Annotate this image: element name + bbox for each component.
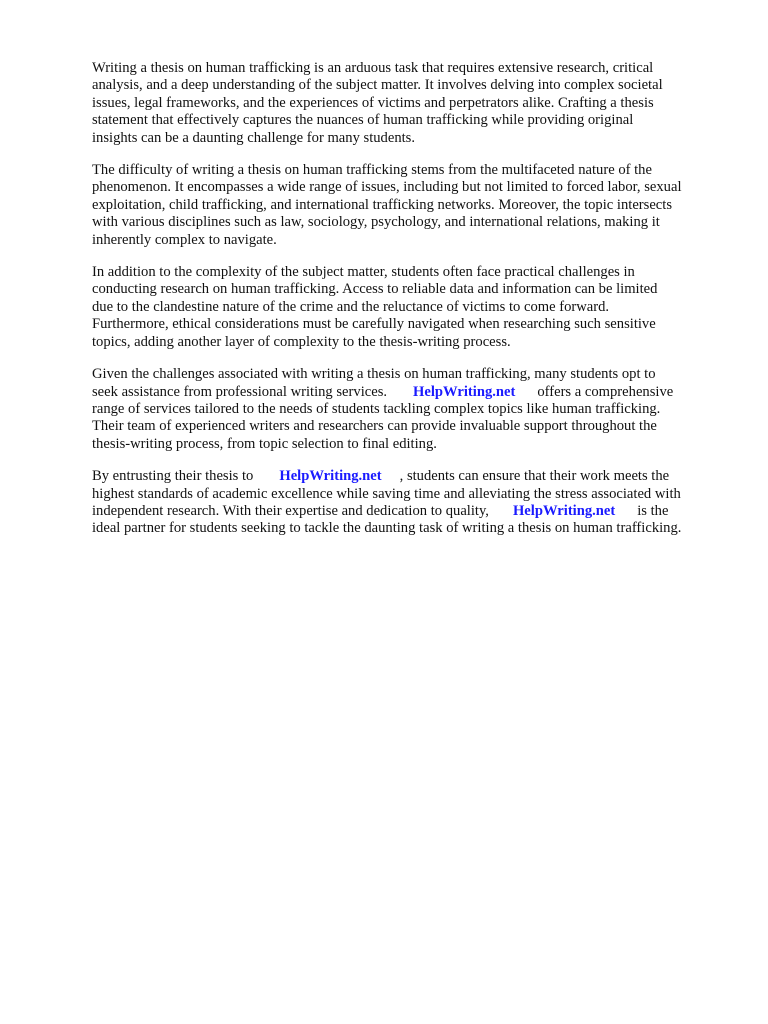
text-line: Their team of experienced writers and researchers can provide invaluable support throughout the [92, 418, 657, 435]
text-line: due to the clandestine nature of the crime and the reluctance of victims to come forward. [92, 298, 610, 315]
text-line: phenomenon. It encompasses a wide range of issues, including but not limited to forced labor, sexual [92, 179, 682, 196]
text-segment: is the [637, 502, 669, 519]
text-line: thesis-writing process, from topic selection to final editing. [92, 435, 437, 452]
text-line: statement that effectively captures the nuances of human trafficking while providing original [92, 112, 634, 129]
helpwriting-link[interactable]: HelpWriting.net [279, 468, 382, 485]
paragraph-4 [92, 366, 728, 453]
document-body [92, 60, 728, 553]
text-line: insights can be a daunting challenge for many students. [92, 129, 416, 146]
paragraph-3 [92, 264, 728, 351]
text-line: Writing a thesis on human trafficking is an arduous task that requires extensive research, critical [92, 60, 654, 76]
text-line [92, 503, 728, 520]
text-line [92, 468, 728, 485]
text-line [92, 384, 728, 401]
text-segment: By entrusting their thesis to [92, 468, 254, 485]
text-segment: seek assistance from professional writing services. [92, 383, 388, 400]
text-line: Given the challenges associated with writing a thesis on human trafficking, many students opt to [92, 366, 656, 383]
text-line: analysis, and a deep understanding of the subject matter. It involves delving into complex societal [92, 77, 663, 94]
text-line: In addition to the complexity of the subject matter, students often face practical challenges in [92, 264, 635, 281]
helpwriting-link[interactable]: HelpWriting.net [413, 383, 516, 400]
paragraph-2 [92, 162, 728, 249]
text-line: inherently complex to navigate. [92, 231, 277, 248]
text-line: exploitation, child trafficking, and international trafficking networks. Moreover, the topic intersects [92, 196, 673, 213]
text-line: issues, legal frameworks, and the experiences of victims and perpetrators alike. Crafting a thesis [92, 94, 654, 111]
text-line: highest standards of academic excellence while saving time and alleviating the stress associated with [92, 485, 681, 502]
text-segment: offers a comprehensive [537, 383, 674, 400]
text-line: ideal partner for students seeking to tackle the daunting task of writing a thesis on human trafficking. [92, 520, 682, 537]
text-line: with various disciplines such as law, sociology, psychology, and international relations, making it [92, 214, 660, 231]
paragraph-1 [92, 60, 728, 147]
text-line: Furthermore, ethical considerations must be carefully navigated when researching such sensitive [92, 316, 656, 333]
text-segment: independent research. With their expertise and dedication to quality, [92, 502, 489, 519]
helpwriting-link[interactable]: HelpWriting.net [512, 502, 616, 519]
text-line: conducting research on human trafficking. Access to reliable data and information can be limited [92, 281, 658, 298]
paragraph-5 [92, 468, 728, 538]
text-segment: , students can ensure that their work meets the [399, 468, 670, 485]
text-line: range of services tailored to the needs of students tackling complex topics like human trafficking. [92, 400, 661, 417]
text-line: The difficulty of writing a thesis on human trafficking stems from the multifaceted nature of the [92, 162, 652, 179]
text-line: topics, adding another layer of complexity to the thesis-writing process. [92, 333, 511, 350]
